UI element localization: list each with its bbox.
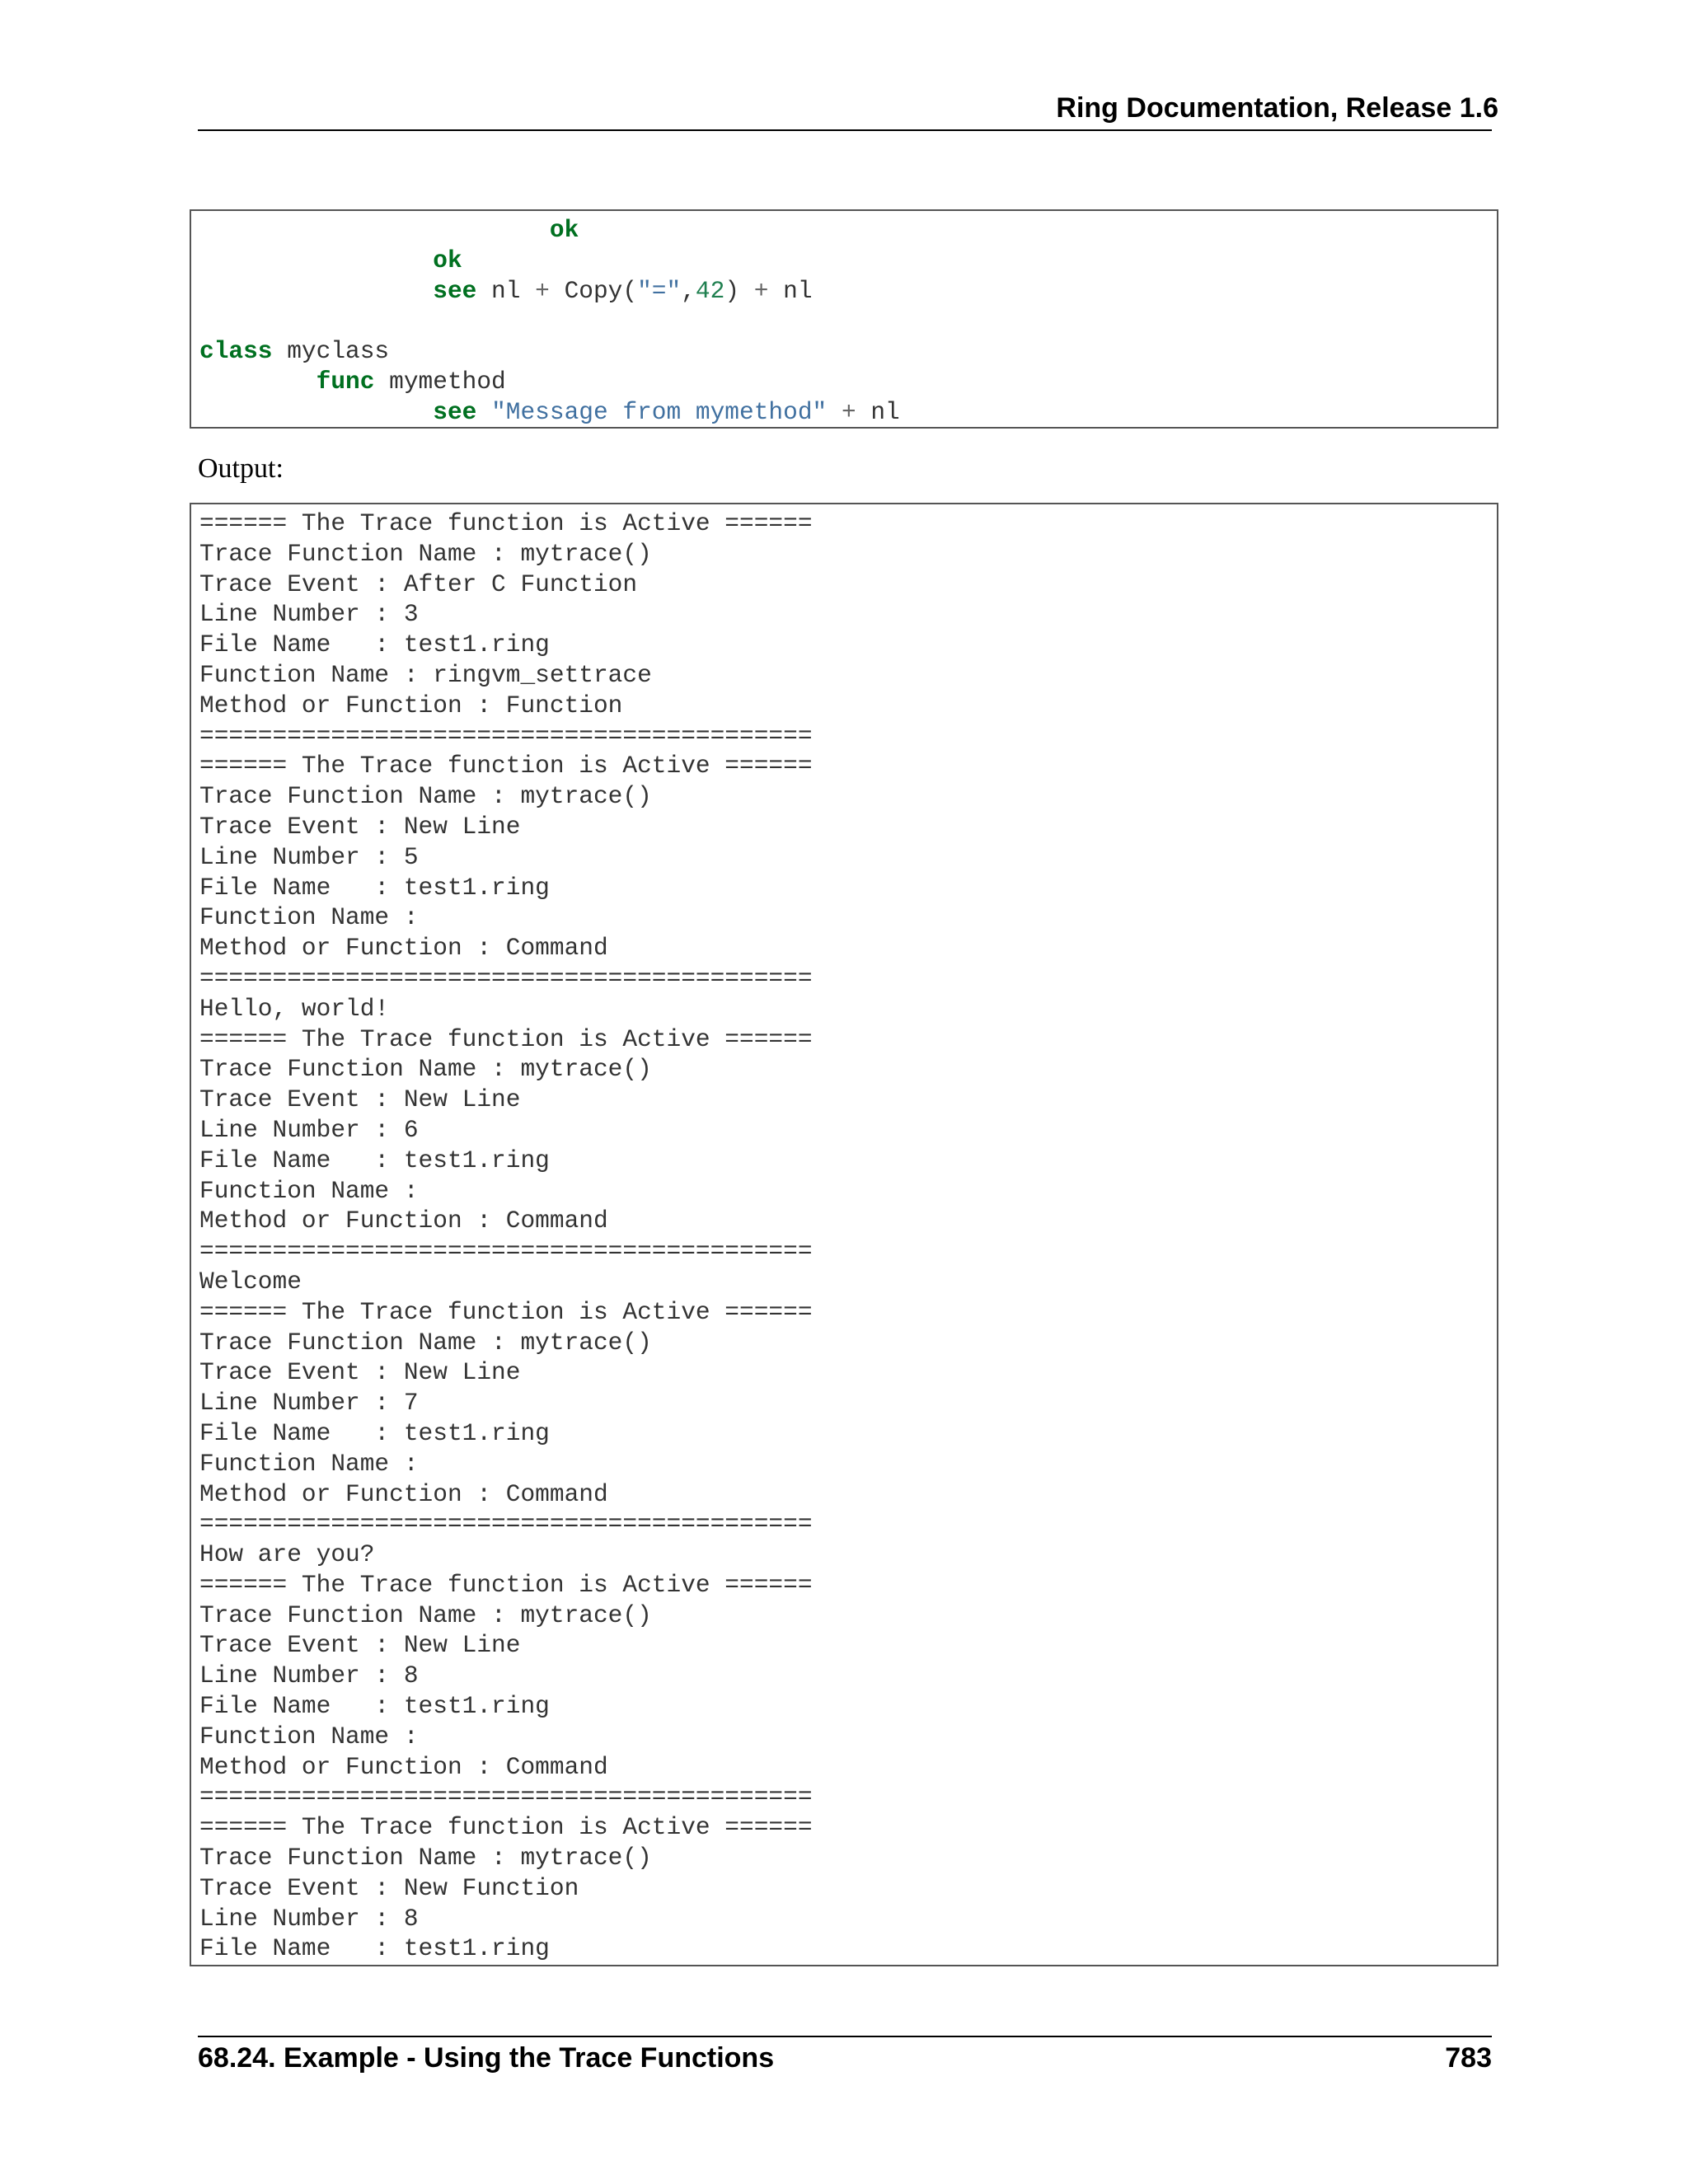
header-rule: [198, 129, 1492, 131]
output-line: Method or Function : Command: [199, 1752, 608, 1781]
code-line: [199, 246, 462, 274]
output-line: Trace Event : After C Function: [199, 569, 638, 598]
output-line: Method or Function : Command: [199, 934, 608, 963]
output-line: Function Name : ringvm_settrace: [199, 660, 652, 689]
output-line: Line Number : 5: [199, 842, 419, 871]
output-line: ====== The Trace function is Active ======: [199, 1297, 813, 1326]
output-line: File Name : test1.ring: [199, 1934, 550, 1963]
output-line: Line Number : 8: [199, 1661, 419, 1690]
output-line: ====== The Trace function is Active ======: [199, 1024, 813, 1053]
code-token: class: [199, 337, 273, 366]
code-token: ok: [549, 216, 579, 244]
output-line: ==========================================: [199, 1783, 813, 1811]
output-line: Trace Function Name : mytrace(): [199, 1328, 652, 1357]
output-line: Welcome: [199, 1267, 302, 1296]
output-line: ==========================================: [199, 963, 813, 992]
code-token: ): [724, 276, 754, 305]
output-listing: [199, 509, 1497, 1964]
output-line: File Name : test1.ring: [199, 1692, 550, 1721]
code-block: [190, 209, 1498, 429]
output-line: Trace Event : New Line: [199, 1631, 521, 1660]
output-block: [190, 503, 1498, 1966]
footer-rule: [198, 2036, 1492, 2037]
output-line: Function Name :: [199, 1449, 419, 1478]
output-line: Line Number : 6: [199, 1115, 419, 1144]
output-line: Trace Event : New Line: [199, 1085, 521, 1114]
code-token: mymethod: [374, 367, 506, 396]
footer-section-title: 68.24. Example - Using the Trace Functions: [198, 2042, 775, 2074]
code-token: +: [753, 276, 769, 305]
code-token: 42: [695, 276, 725, 305]
output-line: Function Name :: [199, 1722, 419, 1750]
output-line: ====== The Trace function is Active ======: [199, 509, 813, 537]
output-line: ==========================================: [199, 1510, 813, 1539]
code-token: nl: [476, 276, 536, 305]
output-line: Method or Function : Function: [199, 691, 623, 719]
output-line: Trace Event : New Line: [199, 812, 521, 841]
output-line: Hello, world!: [199, 994, 390, 1023]
output-line: Line Number : 8: [199, 1904, 419, 1933]
output-line: Trace Function Name : mytrace(): [199, 1601, 652, 1629]
output-line: Trace Event : New Function: [199, 1873, 579, 1902]
code-line: [199, 216, 579, 244]
output-line: How are you?: [199, 1540, 375, 1569]
output-line: Trace Function Name : mytrace(): [199, 1055, 652, 1084]
code-token: ,: [681, 276, 696, 305]
output-line: ====== The Trace function is Active ======: [199, 1813, 813, 1842]
output-line: Function Name :: [199, 1176, 419, 1205]
output-line: Trace Function Name : mytrace(): [199, 782, 652, 811]
output-line: Trace Event : New Line: [199, 1358, 521, 1387]
code-token: [476, 398, 491, 426]
code-token: Copy(: [549, 276, 638, 305]
output-line: ==========================================: [199, 1237, 813, 1266]
output-line: Line Number : 7: [199, 1389, 419, 1418]
code-token: +: [841, 397, 856, 426]
output-line: File Name : test1.ring: [199, 1418, 550, 1447]
code-token: ok: [433, 246, 462, 274]
code-token: "Message from mymethod": [491, 397, 828, 426]
output-line: Trace Function Name : mytrace(): [199, 539, 652, 568]
code-token: see: [433, 276, 477, 305]
code-token: "=": [637, 276, 682, 305]
code-token: +: [535, 276, 550, 305]
code-token: nl: [768, 276, 813, 305]
output-line: Function Name :: [199, 903, 419, 932]
output-line: Trace Function Name : mytrace(): [199, 1844, 652, 1872]
output-line: Method or Function : Command: [199, 1479, 608, 1508]
code-token: see: [433, 397, 477, 426]
running-header-title: Ring Documentation, Release 1.6: [1056, 92, 1498, 124]
output-line: Method or Function : Command: [199, 1207, 608, 1235]
output-line: ====== The Trace function is Active ======: [199, 1570, 813, 1599]
code-token: func: [316, 367, 375, 396]
code-token: nl: [856, 397, 900, 426]
code-token: myclass: [272, 337, 390, 366]
code-line: [199, 337, 389, 365]
code-token: [827, 398, 842, 426]
output-line: ====== The Trace function is Active ======: [199, 752, 813, 780]
output-label: Output:: [198, 453, 284, 484]
output-line: ==========================================: [199, 721, 813, 750]
output-line: File Name : test1.ring: [199, 1146, 550, 1174]
code-line: [199, 398, 900, 426]
code-line: [199, 368, 506, 396]
output-line: Line Number : 3: [199, 600, 419, 629]
page-number: 783: [1445, 2042, 1492, 2074]
output-line: File Name : test1.ring: [199, 873, 550, 902]
output-line: File Name : test1.ring: [199, 630, 550, 659]
code-listing: [199, 215, 1497, 428]
code-line: [199, 277, 813, 305]
